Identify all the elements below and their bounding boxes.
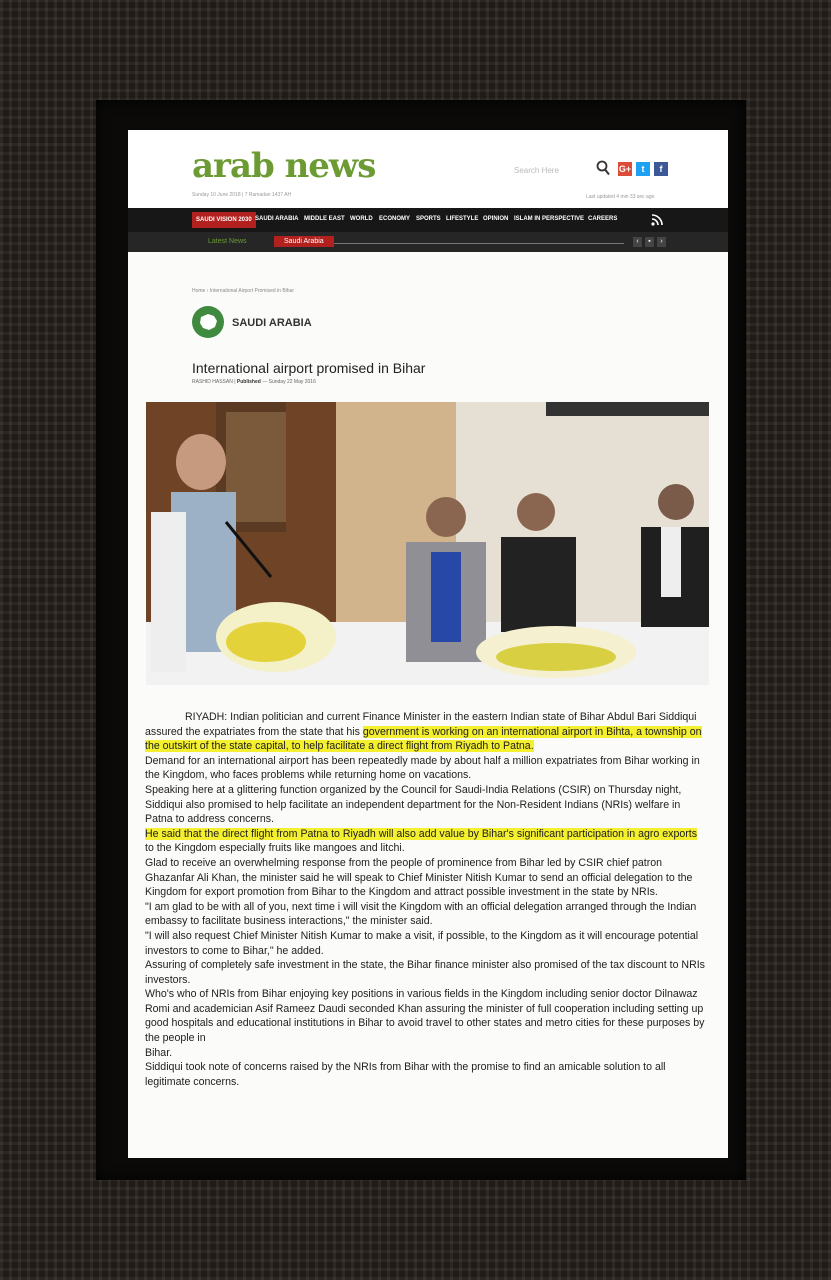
published-label: Published (236, 379, 261, 385)
nav-item-opinion[interactable]: OPINION (483, 216, 509, 222)
nav-item-careers[interactable]: CAREERS (588, 216, 618, 222)
site-header (128, 130, 728, 208)
google-plus-icon[interactable]: G+ (618, 164, 632, 174)
paragraph-1: RIYADH: Indian politician and current Finance Minister in the eastern Indian state of Bihar Abdul Bari Siddiqui assured the expatriates from the state that his government is working on an international airport in Bihta, a township on the outskirt of the state capital, to help facilitate a direct flight from Riyadh to Patna. (145, 711, 702, 753)
article-body (145, 710, 707, 1089)
nav-item-saudi-arabia[interactable]: SAUDI ARABIA (255, 216, 299, 222)
highlighted-text: government is working on an international airport in Bihta, a township on the outskirt of the state capital, to help facilitate a direct flight from Riyadh to Patna. (145, 725, 702, 753)
facebook-icon[interactable]: f (654, 162, 668, 176)
nav-item-lifestyle[interactable]: LIFESTYLE (446, 216, 479, 222)
nav-item-middle-east[interactable]: MIDDLE EAST (304, 216, 345, 222)
latest-news-label: Latest News (208, 238, 247, 245)
search-icon[interactable] (596, 160, 610, 176)
twitter-icon[interactable]: t (636, 162, 650, 176)
site-logo[interactable]: arab news (192, 146, 376, 186)
paragraph-4: He said that the direct flight from Patna to Riyadh will also add value by Bihar's significant participation in agro exports to the Kingdom especially fruits like mangoes and litchi. (145, 827, 698, 855)
ticker-pause-button[interactable]: ▪ (645, 237, 654, 247)
nav-item-islam-in-perspective[interactable]: ISLAM IN PERSPECTIVE (514, 216, 585, 222)
saudi-map-icon (192, 306, 224, 338)
highlighted-text: He said that the direct flight from Patna to Riyadh will also add value by Bihar's significant participation in agro exports (145, 827, 698, 840)
paragraph-5: Glad to receive an overwhelming response from the people of prominence from Bihar led by CSIR chief patron Ghazanfar Ali Khan, the minister said he will speak to Chief Minister Nitish Kumar to send an official delegation to the Kingdom for export promotion from Bihar to the Kingdom and attract possible investment in the state by NRIs. (145, 856, 693, 899)
latest-news-ticker (128, 232, 728, 252)
rss-icon[interactable] (651, 214, 663, 226)
section-title[interactable]: SAUDI ARABIA (232, 317, 312, 329)
paragraph-3: Speaking here at a glittering function organized by the Council for Saudi-India Relations (CSIR) on Thursday night, Siddiqui also promised to help facilitate an independent department for the Non-Resident Indians (NRIs) welfare in Patna to address concerns. (145, 783, 682, 826)
last-updated: Last updated 4 min 33 sec ago (586, 194, 655, 200)
nav-item-saudi-vision-2030[interactable]: SAUDI VISION 2030 (192, 212, 256, 228)
article-byline: RASHID HASSAN | Published — Sunday 22 May 2016 (192, 379, 316, 385)
nav-item-sports[interactable]: SPORTS (416, 216, 441, 222)
main-nav (128, 208, 728, 232)
paragraph-2: Demand for an international airport has been repeatedly made by about half a million expatriates from Bihar working in the Kingdom, who faces problems while returning home on vacations. (145, 754, 700, 782)
paragraph-6: "I am glad to be with all of you, next time i will visit the Kingdom with an official delegation arranged through the Indian embassy to facilitate business interactions," the minister said. (145, 900, 697, 928)
paragraph-10: Siddiqui took note of concerns raised by the NRIs from Bihar with the promise to find an amicable solution to all legitimate concerns. (145, 1061, 666, 1088)
paragraph-9: Who's who of NRIs from Bihar enjoying key positions in various fields in the Kingdom including senior doctor Dilnawaz Romi and academician Asif Rameez Daudi seconded Khan assuring the minister of full cooperation including setting up good hospitals and educational institutions in Bihar to avoid travel to other states and metro cities for these purposes by the people in (145, 988, 705, 1045)
breadcrumb[interactable]: Home › International Airport Promised in Bihar (192, 288, 294, 294)
paragraph-8: Assuring of completely safe investment in the state, the Bihar finance minister also promised of the tax discount to NRIs investors. (145, 959, 705, 986)
article-photo (146, 402, 709, 685)
article-headline: International airport promised in Bihar (192, 360, 426, 376)
nav-item-economy[interactable]: ECONOMY (379, 216, 411, 222)
dateline: Sunday 10 June 2018 | 7 Ramadan 1437 AH (192, 192, 292, 198)
search-input[interactable]: Search Here (514, 166, 559, 175)
nav-item-world[interactable]: WORLD (350, 216, 373, 222)
paragraph-7: "I will also request Chief Minister Nitish Kumar to make a visit, if possible, to the Kingdom as it will encourage potential investors to come to Bihar," he added. (145, 929, 699, 957)
published-date: — Sunday 22 May 2016 (262, 379, 316, 385)
newspaper-printout (128, 130, 728, 1158)
ticker-line (334, 243, 624, 244)
author-name[interactable]: RASHID HASSAN (192, 379, 233, 385)
ticker-next-button[interactable]: › (657, 237, 666, 247)
ticker-prev-button[interactable]: ‹ (633, 237, 642, 247)
paragraph-9b: Bihar. (145, 1046, 173, 1059)
latest-news-tag[interactable]: Saudi Arabia (274, 236, 334, 247)
